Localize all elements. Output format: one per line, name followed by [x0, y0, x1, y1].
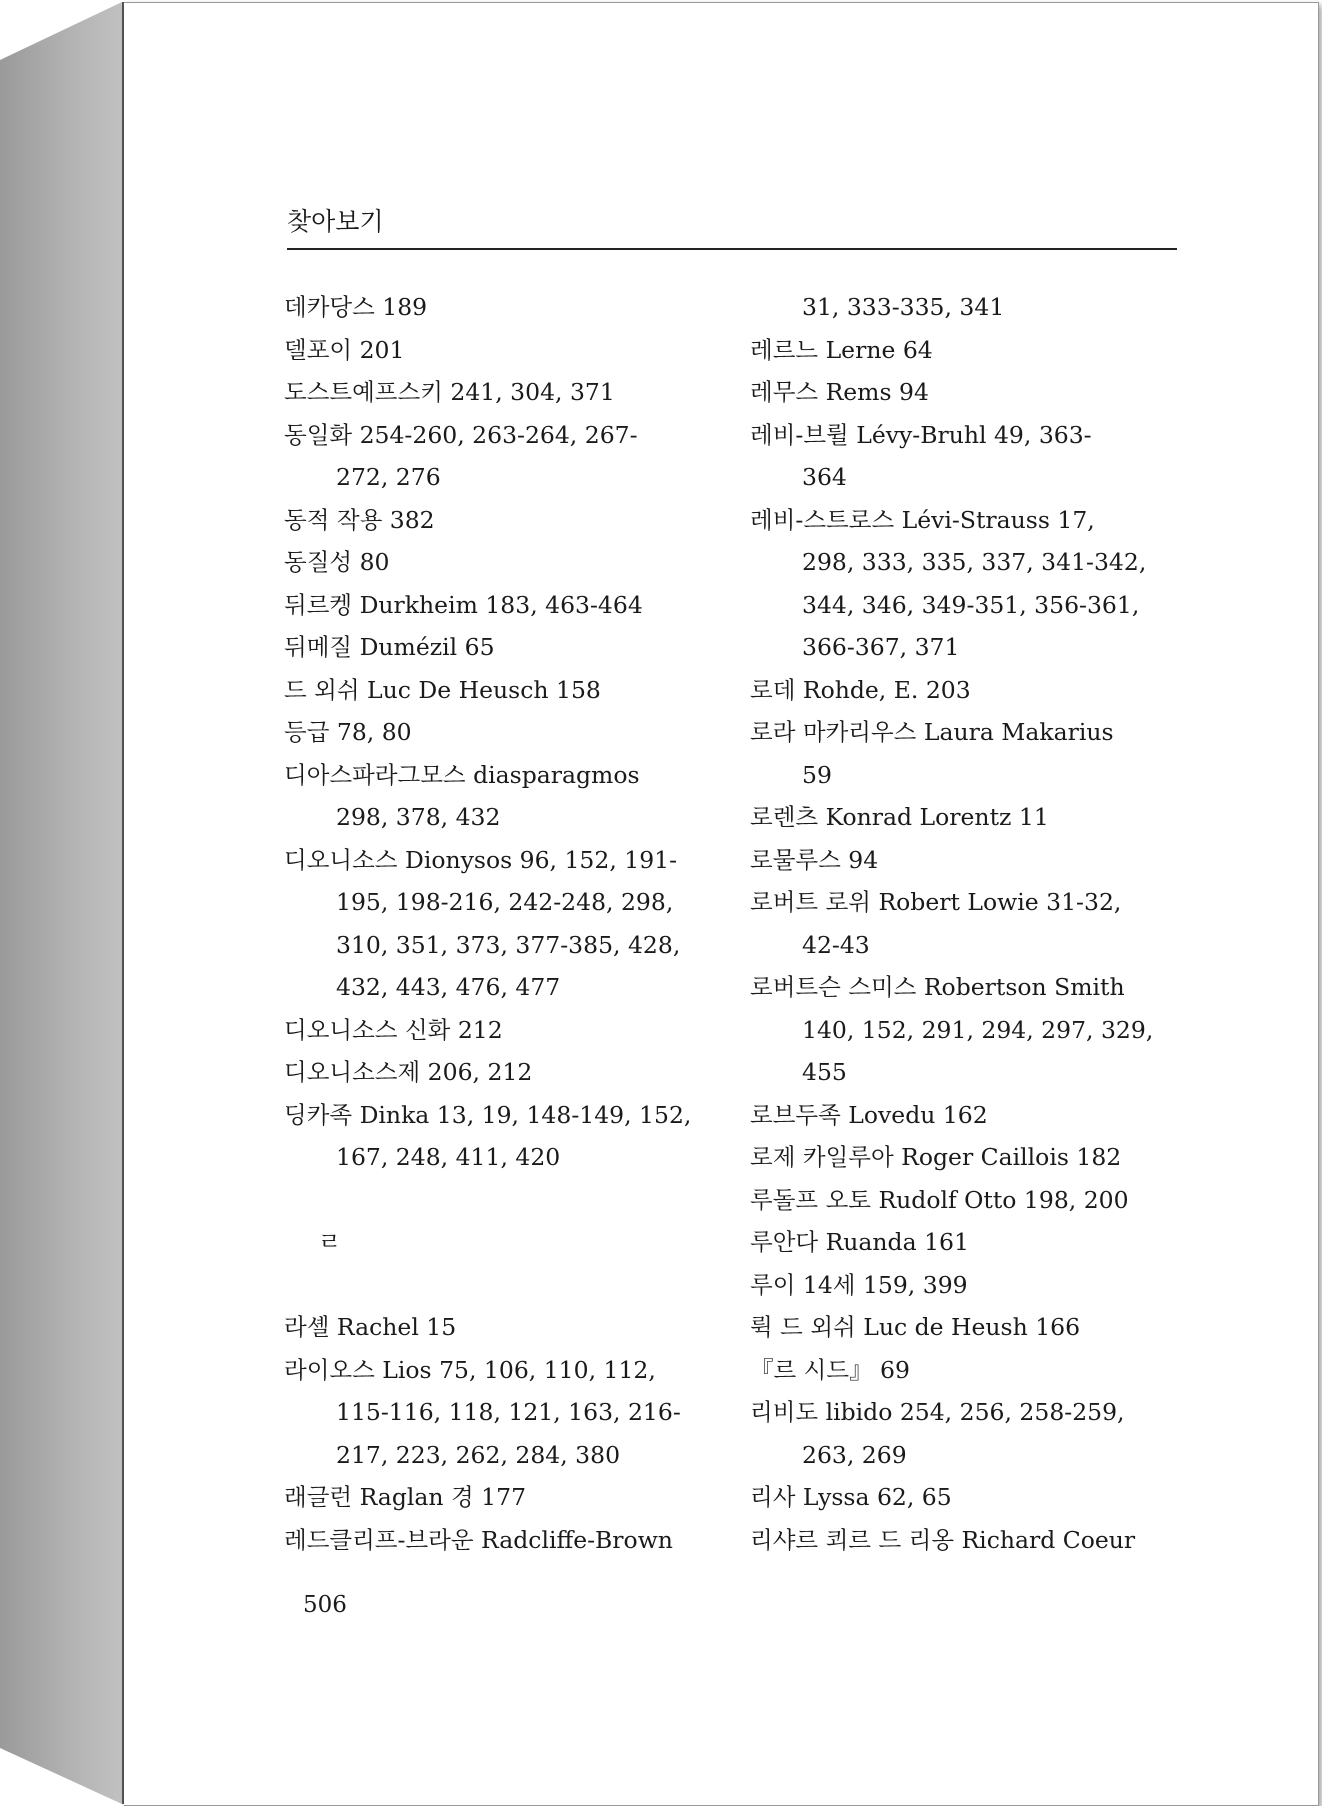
index-entry-line: 뒤르켕 Durkheim 183, 463-464	[284, 590, 643, 619]
header-rule	[287, 248, 1177, 250]
index-entry-line: 레무스 Rems 94	[750, 378, 929, 406]
index-entry-line: 리샤르 쾨르 드 리옹 Richard Coeur	[750, 1525, 1136, 1554]
index-entry-line: 195, 198-216, 242-248, 298,	[336, 888, 674, 916]
index-entry-line: 데카당스 189	[284, 293, 428, 321]
index-section-letter: ㄹ	[318, 1228, 342, 1256]
index-entry-line: 167, 248, 411, 420	[336, 1143, 561, 1171]
index-entry-line: 로제 카일루아 Roger Caillois 182	[750, 1143, 1122, 1171]
index-entry-line: 로라 마카리우스 Laura Makarius	[750, 718, 1114, 746]
index-entry-line: 140, 152, 291, 294, 297, 329,	[802, 1015, 1154, 1044]
index-entry-line: 디오니소스제 206, 212	[284, 1058, 533, 1086]
index-column-right	[750, 286, 1180, 1561]
index-entry-line: 42-43	[802, 930, 870, 959]
index-entry-line: 등급 78, 80	[284, 718, 412, 746]
index-entry-line: 뒤메질 Dumézil 65	[284, 633, 495, 661]
index-entry-line: 루안다 Ruanda 161	[750, 1228, 969, 1256]
index-entry-line: 리사 Lyssa 62, 65	[750, 1483, 952, 1511]
page-header-title: 찾아보기	[287, 207, 384, 236]
index-entry-line: 동질성 80	[284, 548, 390, 576]
index-entry-line: 디아스파라그모스 diasparagmos	[284, 760, 640, 789]
index-gap	[284, 1179, 739, 1222]
index-column-left	[284, 286, 739, 1561]
index-entry-line: 드 외쉬 Luc De Heusch 158	[284, 675, 601, 704]
index-entry-line: 272, 276	[336, 463, 441, 491]
index-entry-line: 디오니소스 신화 212	[284, 1015, 503, 1044]
index-entry-line: 로버트슨 스미스 Robertson Smith	[750, 973, 1125, 1001]
index-entry-line: 310, 351, 373, 377-385, 428,	[336, 930, 681, 959]
index-entry-line: 레비-브륄 Lévy-Bruhl 49, 363-	[750, 420, 1092, 449]
index-entry-line: 도스트예프스키 241, 304, 371	[284, 378, 615, 406]
index-entry-line: 루이 14세 159, 399	[750, 1270, 968, 1299]
book-spine	[0, 0, 125, 1806]
index-entry-line: 로브두족 Lovedu 162	[750, 1100, 988, 1129]
index-entry-line: 로버트 로위 Robert Lowie 31-32,	[750, 888, 1122, 916]
index-entry-line: 344, 346, 349-351, 356-361,	[802, 590, 1140, 619]
index-entry-line: 217, 223, 262, 284, 380	[336, 1440, 621, 1469]
index-entry-line: 레르느 Lerne 64	[750, 335, 933, 364]
index-entry-line: 455	[802, 1058, 847, 1086]
index-entry-line: 딩카족 Dinka 13, 19, 148-149, 152,	[284, 1100, 692, 1129]
index-entry-line: 로데 Rohde, E. 203	[750, 675, 971, 704]
index-entry-line: 로렌츠 Konrad Lorentz 11	[750, 803, 1049, 831]
index-entry-line: 『르 시드』 69	[750, 1355, 910, 1384]
index-entry-line: 레드클리프-브라운 Radcliffe-Brown	[284, 1525, 673, 1554]
index-entry-line: 432, 443, 476, 477	[336, 973, 561, 1001]
index-entry-line: 루돌프 오토 Rudolf Otto 198, 200	[750, 1185, 1129, 1214]
index-entry-line: 동적 작용 382	[284, 505, 435, 534]
index-entry-line: 레비-스트로스 Lévi-Strauss 17,	[750, 505, 1095, 534]
index-entry-line: 리비도 libido 254, 256, 258-259,	[750, 1398, 1125, 1426]
index-entry-line: 298, 333, 335, 337, 341-342,	[802, 548, 1147, 576]
index-entry-line: 동일화 254-260, 263-264, 267-	[284, 420, 638, 449]
index-entry-line: 298, 378, 432	[336, 803, 501, 831]
index-entry-line: 디오니소스 Dionysos 96, 152, 191-	[284, 845, 678, 874]
index-entry-line: 364	[802, 463, 847, 491]
index-entry-line: 델포이 201	[284, 335, 405, 364]
index-gap	[284, 1264, 739, 1307]
index-entry-line: 로물루스 94	[750, 845, 879, 874]
index-entry-line: 366-367, 371	[802, 633, 960, 661]
index-entry-line: 263, 269	[802, 1440, 907, 1469]
index-entry-line: 31, 333-335, 341	[802, 293, 1005, 321]
index-entry-line: 래글런 Raglan 경 177	[284, 1483, 527, 1511]
index-entry-line: 라이오스 Lios 75, 106, 110, 112,	[284, 1355, 656, 1384]
index-entry-line: 라셸 Rachel 15	[284, 1313, 457, 1341]
index-entry-line: 115-116, 118, 121, 163, 216-	[336, 1398, 681, 1426]
index-entry-line: 59	[802, 760, 832, 789]
index-entry-line: 뤽 드 외쉬 Luc de Heush 166	[750, 1313, 1081, 1341]
page-number: 506	[303, 1592, 347, 1618]
